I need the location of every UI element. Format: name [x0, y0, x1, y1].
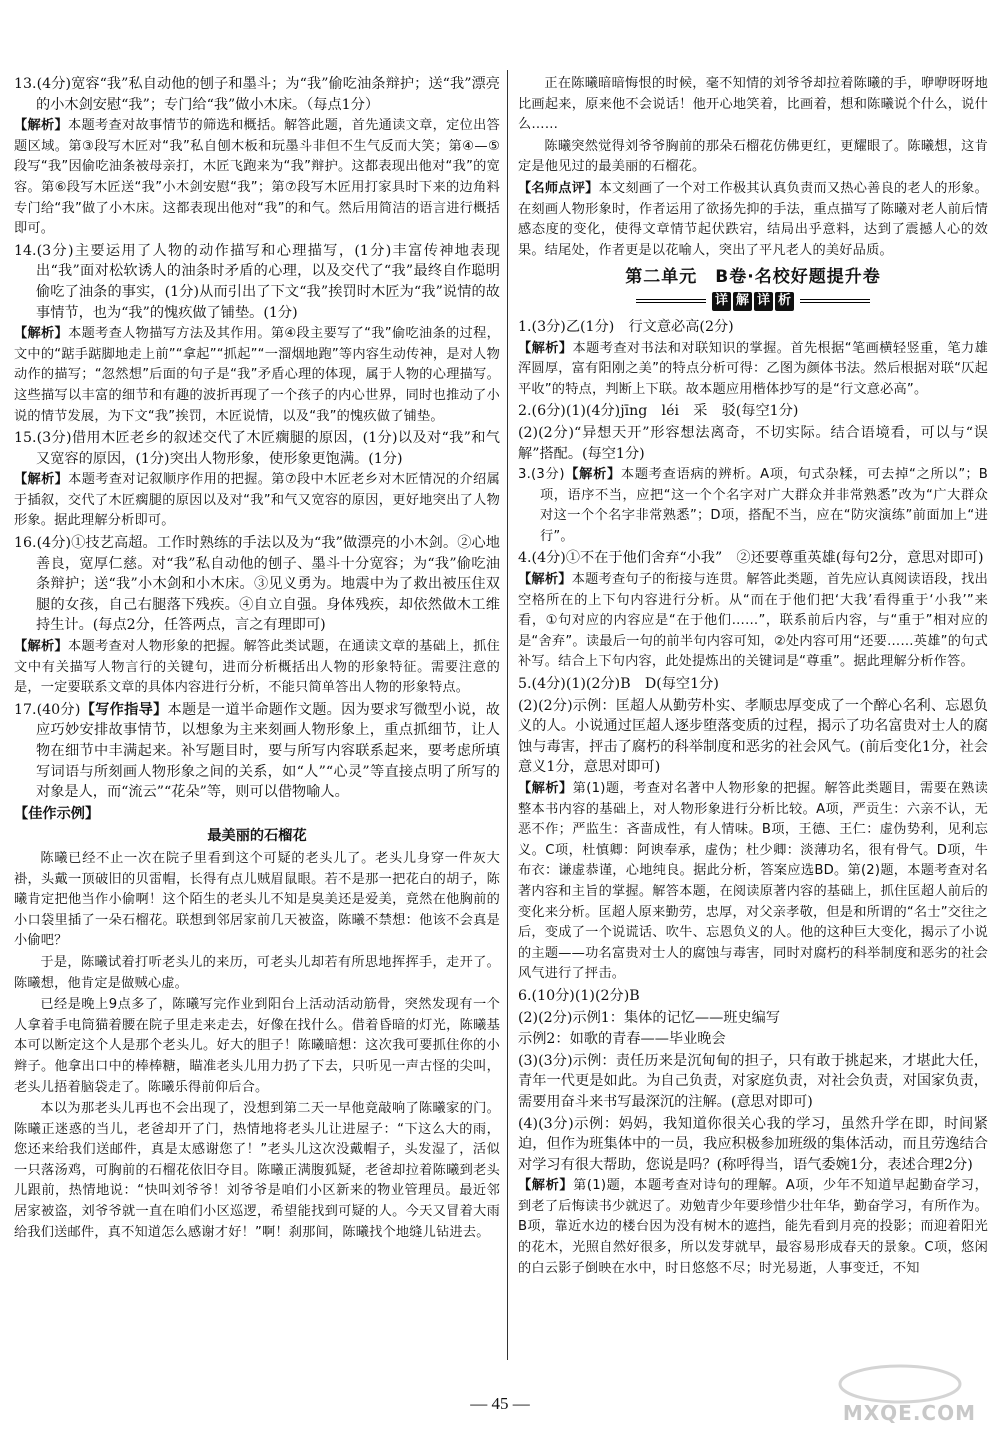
explanation-tag: 【解析】 — [518, 340, 573, 356]
answer-3: 3.(3分)【解析】本题考查语病的辨析。A项，句式杂糅，可去掉“之所以”；B项，语序不当，应把“这一个个名字对广大群众并非常熟悉”改为“广大群众对这一个个名字非常熟悉”；D项，搭配不当，应在“防灾演练”前面加上“进行”。 — [518, 467, 988, 544]
essay-paragraph: 陈曦突然觉得刘爷爷胸前的那朵石榴花仿佛更红，更耀眼了。陈曦想，这肯定是他见过的最美丽的石榴花。 — [518, 138, 988, 175]
comment-tag: 【名师点评】 — [518, 180, 599, 196]
essay-paragraph: 陈曦已经不止一次在院子里看到这个可疑的老头儿了。老头儿身穿一件灰大褂，头戴一顶破旧的贝雷帽，长得有点儿贼眉鼠眼。若不是那一把花白的胡子，陈曦肯定把他当作小偷啊！这个陌生的老头儿不知是臭美还是爱美，竟然在他胸前的小口袋里插了一朵石榴花。联想到邻居家前几天被盗，陈曦不禁想：他该不会真是小偷吧？ — [14, 850, 500, 949]
essay-paragraph: 于是，陈曦试着打听老头儿的来历，可老头儿却若有所思地挥挥手，走开了。陈曦想，他肯定是做贼心虚。 — [14, 954, 500, 991]
answer-6-part-2: (2)(2分)示例1：集体的记忆——班史编写 — [518, 1009, 781, 1026]
banner-rule — [800, 299, 870, 303]
explanation-tag: 【解析】 — [14, 639, 69, 655]
explanation-13: 【解析】本题考查对故事情节的筛选和概括。解答此题，首先通读文章，定位出答题区域。第③段写木匠对“我”私自刨木板和玩墨斗非但不生气反而大笑；第④—⑤段写“我”因偷吃油条被母亲打，木匠飞跑来为“我”辩护。这都表现出他对“我”的宽容。第⑥段写木匠送“我”小木剑安慰“我”；第⑦段写木匠用打家具时下来的边角料专门给“我”做了小木床。这都表现出他对“我”的和气。然后用简洁的语言进行概括即可。 — [14, 118, 500, 237]
answer-14: 14.(3分)主要运用了人物的动作描写和心理描写，(1分)丰富传神地表现出“我”面对松软诱人的油条时矛盾的心理，以及交代了“我”最终自作聪明偷吃了油条的事实，(1分)从而引出了下文“我”挨罚时木匠为“我”说情的故事情节，也为“我”的愧疚做了铺垫。(1分) — [14, 242, 500, 321]
answer-4: 4.(4分)①不在于他们舍弃“小我” ②还要尊重英雄(每句2分，意思对即可) — [518, 550, 984, 567]
explanation-tag: 【解析】 — [518, 1178, 574, 1194]
answer-5: 5.(4分)(1)(2分)B D(每空1分) — [518, 676, 719, 693]
banner-rule — [636, 299, 706, 303]
answer-2: 2.(6分)(1)(4分)jīng léi 采 驳(每空1分) — [518, 403, 799, 420]
explanation-tag: 【解析】 — [518, 781, 573, 796]
explanation-4: 【解析】本题考查句子的衔接与连贯。解答此类题，首先应认真阅读语段，找出空格所在的上下句内容进行分析。从“而在于他们把‘大我’看得重于‘小我’”来看，①句对应的内容应是“在于他们……”，联系前后内容，与“重于”相对应的是“舍弃”。读最后一句的前半句内容可知，②处内容可用“还要……英雄”的句式补写。结合上下句内容，此处提炼出的关键词是“尊重”。据此理解分析作答。 — [518, 572, 988, 670]
teacher-comment: 【名师点评】本文刻画了一个对工作极其认真负责而又热心善良的老人的形象。在刻画人物形象时，作者运用了欲扬先抑的手法，重点描写了陈曦对老人前后情感态度的变化，使得文章情节起伏跌宕，结局出乎意料，达到了震撼人心的效果。结尾处，作者更是以花喻人，突出了平凡老人的美好品质。 — [518, 180, 988, 258]
watermark-text: MXQE.COM — [842, 1401, 976, 1426]
unit-title: 第二单元 B卷·名校好题提升卷 — [625, 267, 881, 288]
explanation-15: 【解析】本题考查对记叙顺序作用的把握。第⑦段中木匠老乡对木匠情况的介绍属于插叙，交代了木匠瘸腿的原因以及对“我”和气又宽容的原因，更好地突出了人物形象。据此理解分析即可。 — [14, 472, 500, 529]
writing-guide-tag: 【写作指导】 — [80, 701, 168, 718]
answer-17: 17.(40分)【写作指导】本题是一道半命题作文题。因为要求写微型小说，故应巧妙安排故事情节，以想象为主来刻画人物形象上，重点抓细节，让人物在细节中丰满起来。补写题目时，要与所写内容联系起来，要考虑所填写词语与所刻画人物形象之间的关系，如“人”“心灵”等直接点明了所写的对象是人，而“流云”“花朵”等，则可以借物喻人。 — [14, 701, 500, 801]
explanation-tag: 【解析】 — [14, 118, 69, 134]
right-column — [518, 74, 988, 1280]
detailed-analysis-banner — [518, 292, 988, 311]
essay-paragraph: 已经是晚上9点多了，陈曦写完作业到阳台上活动活动筋骨，突然发现有一个人拿着手电筒猫着腰在院子里走来走去，好像在找什么。借着昏暗的灯光，陈曦基本可以断定这个人是那个老头儿。好大的胆子！陈曦暗想：这次我可要抓住你的小辫子。他拿出口中的棒棒糖，瞄准老头儿用力扔了下去，只听见一声古怪的尖叫，老头儿捂着脑袋走了。陈曦乐得前仰后合。 — [14, 997, 500, 1095]
explanation-5: 【解析】第(1)题，考查对名著中人物形象的把握。解答此类题目，需要在熟读整本书内容的基础上，对人物形象进行分析比较。A项，严贡生：六亲不认，无恶不作；严监生：吝啬成性，有人情味。B项，王德、王仁：虚伪势利，见利忘义。C项，杜慎卿：阿谀奉承，虚伪；杜少卿：淡薄功名，很有骨气。D项，牛布衣：谦虚恭谨，心地纯良。据此分析，答案应选BD。第(2)题，本题考查对名著内容和主旨的掌握。解答本题，在阅读原著内容的基础上，抓住匡超人前后的变化来分析。匡超人原来勤劳，忠厚，对父亲孝敬，但是和所谓的“名士”交往之后，变成了一个说谎话、吹牛、忘恩负义的人。他的这种巨大变化，揭示了小说的主题——功名富贵对士人的腐蚀与毒害，同时对腐朽的科举制度和恶劣的社会风气进行了抨击。 — [518, 781, 988, 982]
example-tag: 【佳作示例】 — [14, 805, 100, 822]
answer-2-part-2: (2)(2分)“异想天开”形容想法离奇，不切实际。结合语境看，可以与“误解”搭配。(每空1分) — [518, 424, 988, 462]
essay-continuation — [518, 74, 988, 178]
banner-char: 详 — [712, 292, 731, 311]
page-number: — 45 — — [470, 1394, 530, 1413]
banner-char: 析 — [775, 292, 794, 311]
explanation-tag: 【解析】 — [14, 472, 69, 488]
banner-char: 详 — [754, 292, 773, 311]
essay-paragraph: 正在陈曦暗暗悔恨的时候，毫不知情的刘爷爷却拉着陈曦的手，咿咿呀呀地比画起来，原来他不会说话！他开心地笑着，比画着，想和陈曦说个什么，说什么…… — [518, 76, 988, 133]
answer-5-part-2: (2)(2分)示例：匡超人从勤劳朴实、孝顺忠厚变成了一个醉心名利、忘恩负义的人。小说通过匡超人逐步堕落变质的过程，揭示了功名富贵对士人的腐蚀与毒害，抨击了腐朽的科举制度和恶劣的社会风气。(前后变化1分，社会意义1分，意思对即可) — [518, 697, 988, 776]
answer-6-part-4: (4)(3分)示例：妈妈，我知道你很关心我的学习，虽然升学在即，时间紧迫，但作为班集体中的一员，我应积极参加班级的集体活动，而且劳逸结合对学习有很大帮助，您说是吗？(称呼得当，语气委婉1分，表述合理2分) — [518, 1115, 988, 1173]
left-column — [14, 74, 500, 1244]
essay-title: 最美丽的石榴花 — [207, 828, 307, 845]
answer-1: 1.(3分)乙(1分) 行文意必高(2分) — [518, 318, 734, 335]
answer-6: 6.(10分)(1)(2分)B — [518, 987, 640, 1004]
answer-6-part-3: (3)(3分)示例：责任历来是沉甸甸的担子，只有敢于挑起来，才堪此大任，青年一代更是如此。为自己负责，对家庭负责，对社会负责，对国家负责，需要用奋斗来书写最深沉的注解。(意思对即可) — [518, 1052, 988, 1110]
answer-15: 15.(3分)借用木匠老乡的叙述交代了木匠瘸腿的原因，(1分)以及对“我”和气又宽容的原因，(1分)突出人物形象，使形象更饱满。(1分) — [14, 430, 500, 467]
explanation-tag: 【解析】 — [14, 326, 69, 342]
essay-paragraph: 本以为那老头儿再也不会出现了，没想到第二天一早他竟敲响了陈曦家的门。陈曦正迷惑的当儿，老爸却开了门，热情地将老头儿让进屋子：“下这么大的雨，您还来给我们送邮件，真是太感谢您了！”老头儿这次没戴帽子，头发湿了，活似一只落汤鸡，可胸前的石榴花依旧夺目。陈曦正满腹狐疑，老爸却拉着陈曦到老头儿跟前，热情地说：“快叫刘爷爷！刘爷爷是咱们小区新来的物业管理员。最近邻居家被盗，刘爷爷就一直在咱们小区巡逻，希望能找到可疑的人。今天又冒着大雨给我们送邮件，真不知道怎么感谢才好！”啊！刹那间，陈曦找个地缝儿钻进去。 — [14, 1101, 500, 1240]
explanation-tag: 【解析】 — [564, 467, 621, 483]
answer-6-part-2-example-2: 示例2：如歌的青春——毕业晚会 — [518, 1031, 726, 1048]
banner-char: 解 — [733, 292, 752, 311]
explanation-6: 【解析】第(1)题，本题考查对诗句的理解。A项，少年不知道早起勤奋学习，到老了后悔读书少就迟了。劝勉青少年要珍惜少壮年华，勤奋学习，有所作为。B项，靠近水边的楼台因为没有树木的遮挡，能先看到月亮的投影；而迎着阳光的花木，光照自然好很多，所以发芽就早，最容易形成春天的景象。C项，悠闲的白云影子倒映在水中，时日悠悠不尽；时光易逝，人事变迁，不知 — [518, 1178, 988, 1276]
explanation-1: 【解析】本题考查对书法和对联知识的掌握。首先根据“笔画横轻竖重，笔力雄浑圆厚，富有阳刚之美”的特点分析可得：乙图为颜体书法。然后根据对联“仄起平收”的特点，判断上下联。故本题应用楷体抄写的是“行文意必高”。 — [518, 340, 988, 397]
explanation-tag: 【解析】 — [518, 572, 572, 588]
answer-16: 16.(4分)①技艺高超。工作时熟练的手法以及为“我”做漂亮的小木剑。②心地善良，宽厚仁慈。对“我”私自动他的刨子、墨斗十分宽容；为“我”偷吃油条辩护；送“我”小木剑和小木床。③见义勇为。地震中为了救出被压住双腿的女孩，自己右腿落下残疾。④自立自强。身体残疾，却依然做木工维持生计。(每点2分，任答两点，言之有理即可) — [14, 535, 500, 634]
explanation-14: 【解析】本题考查人物描写方法及其作用。第④段主要写了“我”偷吃油条的过程，文中的“踮手踮脚地走上前”“拿起”“抓起”“一溜烟地跑”等内容生动传神，是对人物动作的描写；“忽然想”后面的句子是“我”矛盾心理的体现，属于人物的心理描写。这些描写以丰富的细节和有趣的波折再现了一个孩子的内心世界，同时也推动了小说的情节发展，为下文“我”挨罚，木匠说情，以及“我”的愧疚做了铺垫。 — [14, 326, 500, 424]
column-divider — [507, 70, 508, 1360]
essay-body — [14, 849, 500, 1243]
explanation-16: 【解析】本题考查对人物形象的把握。解答此类试题，在通读文章的基础上，抓住文中有关描写人物言行的关键句，进而分析概括出人物的形象特征。需要注意的是，一定要联系文章的具体内容进行分析，不能只简单答出人物的形象特点。 — [14, 639, 500, 696]
answer-13: 13.(4分)宽容“我”私自动他的刨子和墨斗；为“我”偷吃油条辩护；送“我”漂亮的小木剑安慰“我”；专门给“我”做小木床。（每点1分） — [14, 76, 500, 113]
